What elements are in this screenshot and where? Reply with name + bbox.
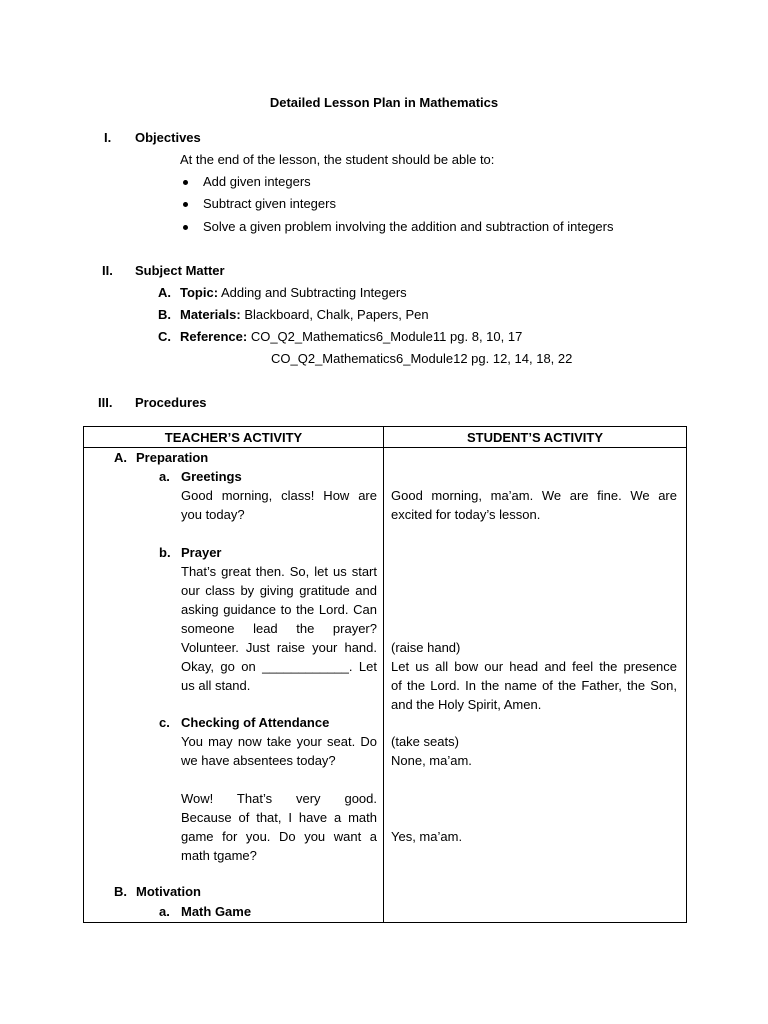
greetings-letter: a. (159, 469, 170, 484)
student-prayer-text: Let us all bow our head and feel the presence (391, 659, 677, 674)
student-activity-cell (384, 448, 687, 923)
motivation-label: Motivation (136, 884, 201, 899)
student-take-seats: (take seats) (391, 734, 459, 749)
topic-value: Adding and Subtracting Integers (220, 285, 407, 300)
student-prayer-text: and the Holy Spirit, Amen. (391, 697, 542, 712)
procedures-table (83, 426, 687, 923)
reference-line (180, 329, 522, 344)
topic-label: Topic: (180, 285, 219, 300)
objectives-heading: Objectives (135, 130, 201, 145)
prayer-text: That’s great then. So, let us start (181, 564, 377, 579)
table-row (84, 448, 687, 923)
topic-line (180, 285, 407, 300)
greetings-text: you today? (181, 507, 245, 522)
math-game-letter: a. (159, 904, 170, 919)
math-game-label: Math Game (181, 904, 252, 919)
teacher-activity-cell (84, 448, 384, 923)
page-title: Detailed Lesson Plan in Mathematics (269, 95, 499, 110)
materials-label: Materials: (180, 307, 241, 322)
game-text: math tgame? (181, 848, 257, 863)
student-none: None, ma’am. (391, 753, 472, 768)
objective-item: Solve a given problem involving the addition and subtraction of integers (203, 219, 614, 234)
student-raise-hand: (raise hand) (391, 640, 461, 655)
reference-value: CO_Q2_Mathematics6_Module11 pg. 8, 10, 17 (250, 329, 523, 344)
motivation-letter: B. (114, 884, 127, 899)
student-greeting-text: excited for today’s lesson. (391, 507, 541, 522)
objective-item: Subtract given integers (203, 196, 336, 211)
prayer-letter: b. (159, 545, 171, 560)
greetings-text: Good morning, class! How are (181, 488, 377, 503)
attendance-label: Checking of Attendance (181, 715, 330, 730)
attendance-text: You may now take your seat. Do (181, 734, 377, 749)
prayer-text: us all stand. (181, 678, 251, 693)
procedures-heading: Procedures (135, 395, 207, 410)
bullet-icon (183, 202, 188, 207)
prayer-text: our class by giving gratitude and (181, 583, 377, 598)
reference-value-2: CO_Q2_Mathematics6_Module12 pg. 12, 14, 18, 22 (271, 351, 573, 366)
procedures-numeral: III. (98, 395, 113, 410)
objectives-intro: At the end of the lesson, the student should be able to: (180, 152, 495, 167)
prayer-text: Okay, go on ____________. Let (181, 659, 377, 674)
student-activity-header: STUDENT’S ACTIVITY (384, 427, 687, 448)
materials-line (180, 307, 429, 322)
bullet-icon (183, 225, 188, 230)
prayer-text: asking guidance to the Lord. Can (181, 602, 377, 617)
subject-heading: Subject Matter (135, 263, 225, 278)
game-text: Because of that, I have a math (181, 810, 377, 825)
reference-label: Reference: (180, 329, 248, 344)
prayer-label: Prayer (181, 545, 222, 560)
greetings-label: Greetings (181, 469, 242, 484)
prayer-text: someone lead the prayer? (181, 621, 377, 636)
table-header-row (84, 427, 687, 448)
preparation-label: Preparation (136, 450, 209, 465)
student-yes: Yes, ma’am. (391, 829, 463, 844)
objective-item: Add given integers (203, 174, 311, 189)
prayer-text: Volunteer. Just raise your hand. (181, 640, 377, 655)
objectives-numeral: I. (104, 130, 112, 145)
materials-value: Blackboard, Chalk, Papers, Pen (244, 307, 429, 322)
game-text: game for you. Do you want a (181, 829, 377, 844)
student-greeting-text: Good morning, ma’am. We are fine. We are (391, 488, 677, 503)
attendance-letter: c. (159, 715, 170, 730)
reference-letter: C. (158, 329, 171, 344)
attendance-text: we have absentees today? (181, 753, 336, 768)
topic-letter: A. (158, 285, 171, 300)
bullet-icon (183, 180, 188, 185)
subject-numeral: II. (102, 263, 113, 278)
student-prayer-text: of the Lord. In the name of the Father, the Son, (391, 678, 677, 693)
game-text: Wow! That’s very good. (181, 791, 377, 806)
materials-letter: B. (158, 307, 171, 322)
teacher-activity-header: TEACHER’S ACTIVITY (84, 427, 384, 448)
preparation-letter: A. (114, 450, 127, 465)
